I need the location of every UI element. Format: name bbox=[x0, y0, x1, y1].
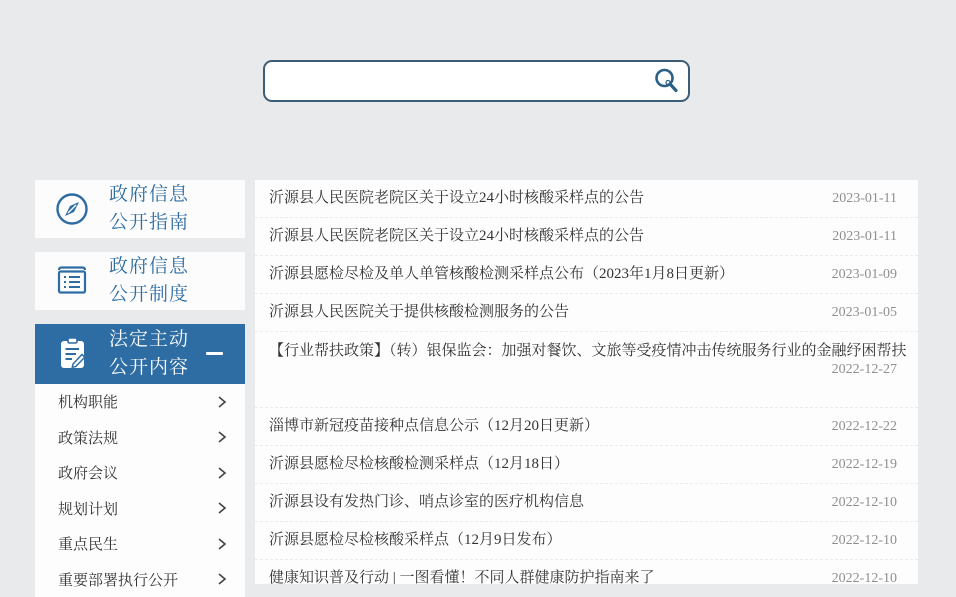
chevron-right-icon bbox=[217, 395, 227, 409]
news-row[interactable] bbox=[255, 484, 918, 522]
chevron-right-icon bbox=[217, 466, 227, 480]
news-row[interactable] bbox=[255, 256, 918, 294]
news-row[interactable] bbox=[255, 332, 918, 408]
news-date: 2023-01-09 bbox=[832, 267, 897, 283]
search-input[interactable] bbox=[265, 62, 644, 100]
sidebar-subitem-org-functions[interactable] bbox=[35, 384, 245, 420]
chevron-right-icon bbox=[217, 501, 227, 515]
news-date: 2022-12-19 bbox=[832, 457, 897, 473]
news-row[interactable] bbox=[255, 180, 918, 218]
news-date: 2022-12-27 bbox=[832, 362, 897, 378]
news-date: 2022-12-10 bbox=[832, 571, 897, 585]
chevron-right-icon bbox=[217, 537, 227, 551]
news-title[interactable]: 【行业帮扶政策】（转）银保监会：加强对餐饮、文旅等受疫情冲击传统服务行业的金融纾困帮扶 bbox=[255, 332, 918, 370]
news-title[interactable]: 沂源县设有发热门诊、哨点诊室的医疗机构信息 bbox=[255, 484, 918, 521]
subitem-label: 规划计划 bbox=[58, 498, 118, 519]
sidebar-item-active-disclosure[interactable] bbox=[35, 324, 245, 384]
search-button[interactable] bbox=[644, 62, 688, 100]
sidebar-item-label bbox=[109, 253, 189, 309]
sidebar-subitem-deployment[interactable] bbox=[35, 562, 245, 597]
news-date: 2022-12-10 bbox=[832, 495, 897, 511]
sidebar-subitem-livelihood[interactable] bbox=[35, 526, 245, 562]
sidebar-submenu bbox=[35, 384, 245, 597]
collapse-minus-icon[interactable] bbox=[206, 352, 223, 355]
subitem-label: 政策法规 bbox=[58, 427, 118, 448]
sidebar bbox=[35, 180, 245, 597]
sidebar-item-guide-line2: 公开指南 bbox=[109, 212, 189, 233]
sidebar-item-guide[interactable] bbox=[35, 180, 245, 238]
subitem-label: 重要部署执行公开 bbox=[58, 569, 178, 590]
news-date: 2023-01-11 bbox=[832, 229, 897, 245]
news-title[interactable]: 沂源县人民医院老院区关于设立24小时核酸采样点的公告 bbox=[255, 218, 918, 255]
news-title[interactable]: 沂源县愿检尽检及单人单管核酸检测采样点公布（2023年1月8日更新） bbox=[255, 256, 918, 293]
sidebar-item-active-line1: 法定主动 bbox=[109, 329, 189, 350]
sidebar-subitem-planning[interactable] bbox=[35, 491, 245, 527]
sidebar-item-label bbox=[109, 326, 189, 382]
sidebar-item-label bbox=[109, 181, 189, 237]
sidebar-item-guide-line1: 政府信息 bbox=[109, 184, 189, 205]
sidebar-item-active-line2: 公开内容 bbox=[109, 357, 189, 378]
search-icon bbox=[651, 66, 681, 96]
document-icon bbox=[35, 262, 109, 300]
news-date: 2022-12-10 bbox=[832, 533, 897, 549]
news-row[interactable] bbox=[255, 218, 918, 256]
news-row[interactable] bbox=[255, 408, 918, 446]
news-title[interactable]: 淄博市新冠疫苗接种点信息公示（12月20日更新） bbox=[255, 408, 918, 445]
clipboard-pencil-icon bbox=[35, 334, 109, 374]
news-row[interactable] bbox=[255, 522, 918, 560]
sidebar-subitem-policies[interactable] bbox=[35, 420, 245, 456]
news-title[interactable]: 沂源县愿检尽检核酸采样点（12月9日发布） bbox=[255, 522, 918, 559]
news-row[interactable] bbox=[255, 294, 918, 332]
subitem-label: 政府会议 bbox=[58, 462, 118, 483]
sidebar-item-system-line1: 政府信息 bbox=[109, 256, 189, 277]
sidebar-item-system[interactable] bbox=[35, 252, 245, 310]
news-title[interactable]: 健康知识普及行动 | 一图看懂！不同人群健康防护指南来了 bbox=[255, 560, 918, 584]
news-row[interactable] bbox=[255, 560, 918, 584]
compass-icon bbox=[35, 190, 109, 228]
subitem-label: 机构职能 bbox=[58, 391, 118, 412]
news-title[interactable]: 沂源县人民医院老院区关于设立24小时核酸采样点的公告 bbox=[255, 180, 918, 217]
chevron-right-icon bbox=[217, 572, 227, 586]
sidebar-item-system-line2: 公开制度 bbox=[109, 284, 189, 305]
chevron-right-icon bbox=[217, 430, 227, 444]
news-date: 2023-01-11 bbox=[832, 191, 897, 207]
news-date: 2023-01-05 bbox=[832, 305, 897, 321]
subitem-label: 重点民生 bbox=[58, 533, 118, 554]
news-list bbox=[255, 180, 918, 584]
news-row[interactable] bbox=[255, 446, 918, 484]
news-title[interactable]: 沂源县愿检尽检核酸检测采样点（12月18日） bbox=[255, 446, 918, 483]
sidebar-subitem-gov-meetings[interactable] bbox=[35, 455, 245, 491]
news-title[interactable]: 沂源县人民医院关于提供核酸检测服务的公告 bbox=[255, 294, 918, 331]
news-date: 2022-12-22 bbox=[832, 419, 897, 435]
search-box bbox=[263, 60, 690, 102]
